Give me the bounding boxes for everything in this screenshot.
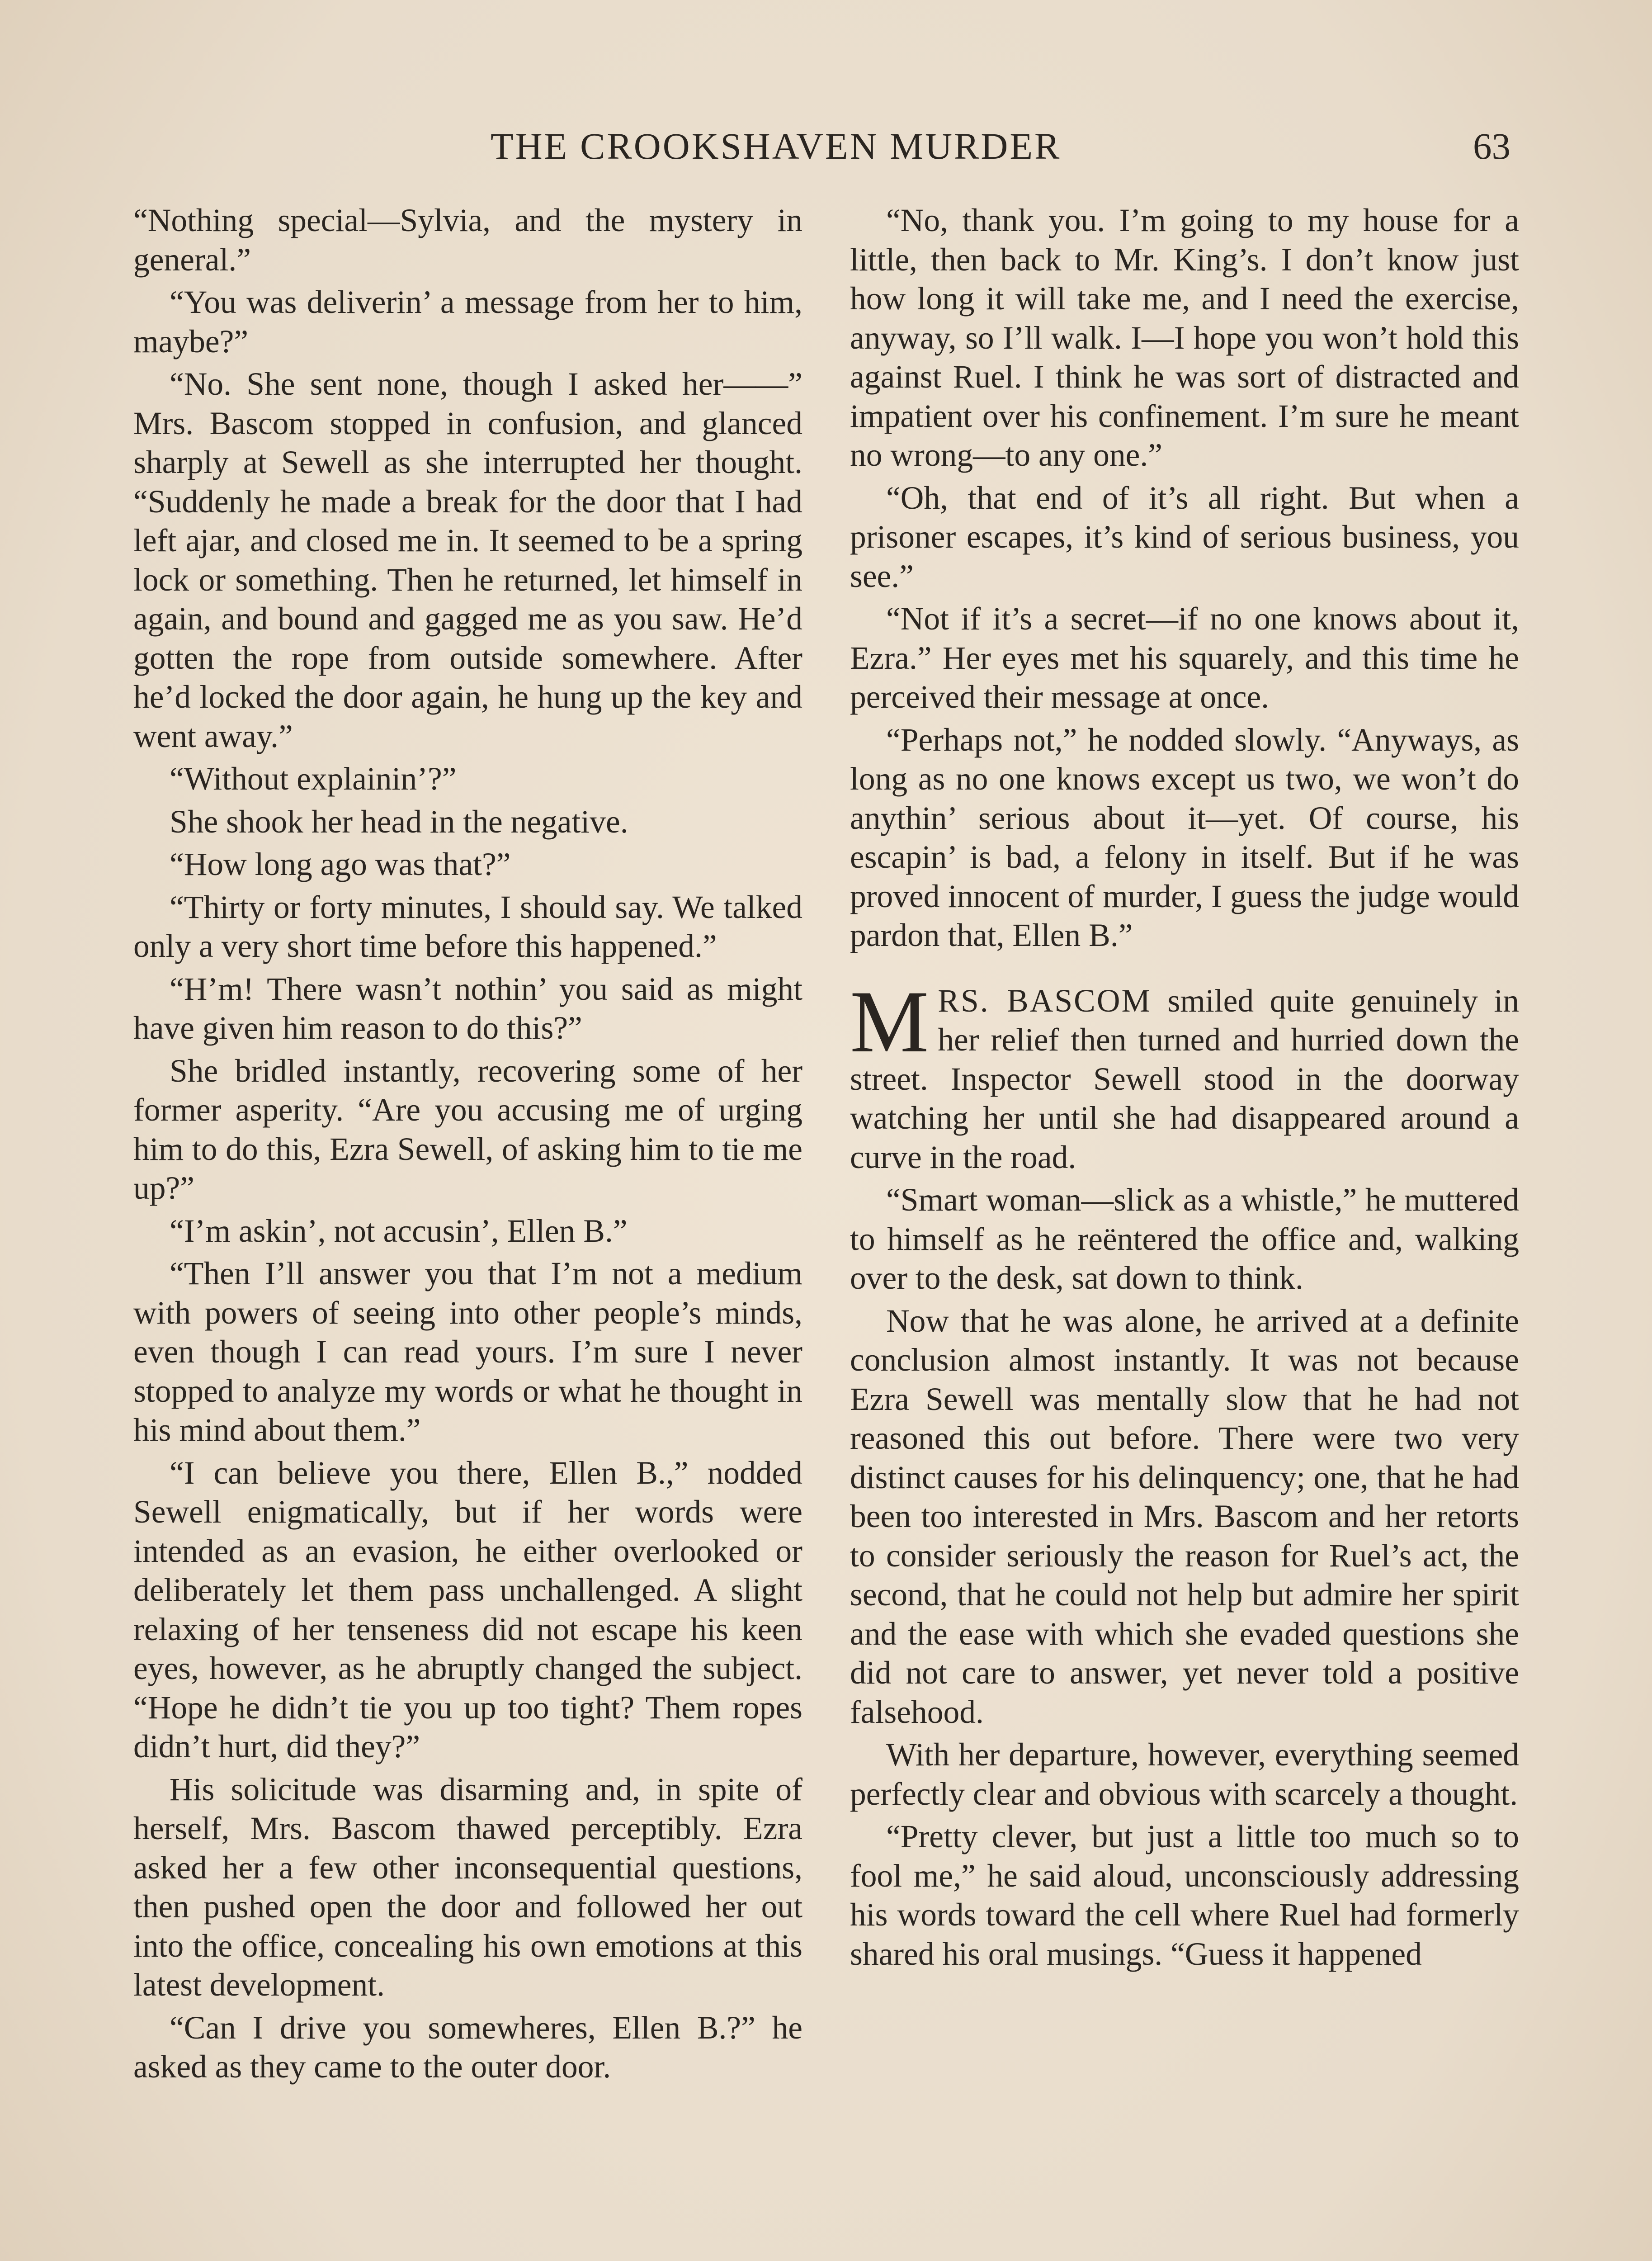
paragraph: “H’m! There wasn’t nothin’ you said as might have given him reason to do this?” — [133, 971, 802, 1046]
page-header — [0, 121, 1652, 171]
paragraph: “Then I’ll answer you that I’m not a medium with powers of seeing into other people’s minds, even though I can read yours. I’m sure I never stopped to analyze my words or what he thought in his mind about them.” — [133, 1256, 802, 1448]
paragraph: “No, thank you. I’m going to my house for a little, then back to Mr. King’s. I don’t know just how long it will take me, and I need the exercise, anyway, so I’ll walk. I—I hope you won’t hold this against Ruel. I think he was sort of distracted and impatient over his confinement. I’m sure he meant no wrong—to any one.” — [850, 203, 1519, 473]
paragraph: “Pretty clever, but just a little too much so to fool me,” he said aloud, unconsciously addressing his words toward the cell where Ruel had formerly shared his oral musings. “Guess it happened — [850, 1819, 1519, 1972]
right-column — [850, 201, 1519, 1977]
drop-cap: M — [850, 972, 929, 1071]
paragraph: “No. She sent none, though I asked her——” Mrs. Bascom stopped in confusion, and glanced sharply at Sewell as she interrupted her thought. “Suddenly he made a break for the door that I had left ajar, and closed me in. It seemed to be a spring lock or something. Then he returned, let himself in again, and bound and gagged me as you saw. He’d gotten the rope from outside somewhere. After he’d locked the door again, he hung up the key and went away.” — [133, 366, 802, 754]
paragraph: “Oh, that end of it’s all right. But when a prisoner escapes, it’s kind of serious business, you see.” — [850, 480, 1519, 594]
paragraph: “Smart woman—slick as a whistle,” he muttered to himself as he reëntered the office and, walking over to the desk, sat down to think. — [850, 1182, 1519, 1296]
paragraph: His solicitude was disarming and, in spite of herself, Mrs. Bascom thawed perceptibly. Ezra asked her a few other inconsequential questions, then pushed open the door and followed her out into the office, concealing his own emotions at this latest development. — [133, 1771, 802, 2003]
paragraph: “Without explainin’?” — [170, 761, 457, 797]
paragraph: She bridled instantly, recovering some of her former asperity. “Are you accusing me of urging him to do this, Ezra Sewell, of asking him to tie me up?” — [133, 1053, 802, 1206]
paragraph: “You was deliverin’ a message from her to him, maybe?” — [133, 284, 802, 359]
section-opening-paragraph — [850, 972, 1519, 1178]
paragraph: “Perhaps not,” he nodded slowly. “Anyways, as long as no one knows except us two, we won’t do anythin’ serious about it—yet. Of course, his escapin’ is bad, a felony in itself. But if he was proved innocent of murder, I guess the judge would pardon that, Ellen B.” — [850, 722, 1519, 953]
paragraph: She shook her head in the negative. — [170, 804, 628, 840]
paragraph: “I can believe you there, Ellen B.,” nodded Sewell enigmatically, but if her words were intended as an evasion, he either overlooked or deliberately let them pass unchallenged. A slight relaxing of her tenseness did not escape his keen eyes, however, as he abruptly changed the subject. “Hope he didn’t tie you up too tight? Them ropes didn’t hurt, did they?” — [133, 1455, 802, 1764]
paragraph: “Can I drive you somewheres, Ellen B.?” he asked as they came to the outer door. — [133, 2010, 802, 2085]
small-caps-lead: RS. BASCOM — [938, 983, 1152, 1019]
paragraph: With her departure, however, everything seemed perfectly clear and obvious with scarcely a thought. — [850, 1737, 1519, 1812]
paragraph: “Thirty or forty minutes, I should say. We talked only a very short time before this happened.” — [133, 889, 802, 964]
paragraph: Now that he was alone, he arrived at a definite conclusion almost instantly. It was not because Ezra Sewell was mentally slow that he had not reasoned this out before. There were two very distinct causes for his delinquency; one, that he had been too interested in Mrs. Bascom and her retorts to consider seriously the reason for Ruel’s act, the second, that he could not help but admire her spirit and the ease with which she evaded questions she did not care to answer, yet never told a positive falsehood. — [850, 1303, 1519, 1730]
running-title: THE CROOKSHAVEN MURDER — [491, 125, 1062, 167]
paragraph: “I’m askin’, not accusin’, Ellen B.” — [170, 1213, 628, 1249]
left-column — [133, 201, 802, 2091]
paragraph: “Nothing special—Sylvia, and the mystery in general.” — [133, 203, 802, 278]
paragraph: “Not if it’s a secret—if no one knows about it, Ezra.” Her eyes met his squarely, and this time he perceived their message at once. — [850, 601, 1519, 715]
paragraph: “How long ago was that?” — [170, 847, 511, 882]
page-number: 63 — [1473, 125, 1510, 167]
section-opening-text: smiled quite genuinely in her relief then turned and hurried down the street. Inspector Sewell stood in the doorway watching her until she had disappeared around a curve in the road. — [850, 983, 1519, 1175]
